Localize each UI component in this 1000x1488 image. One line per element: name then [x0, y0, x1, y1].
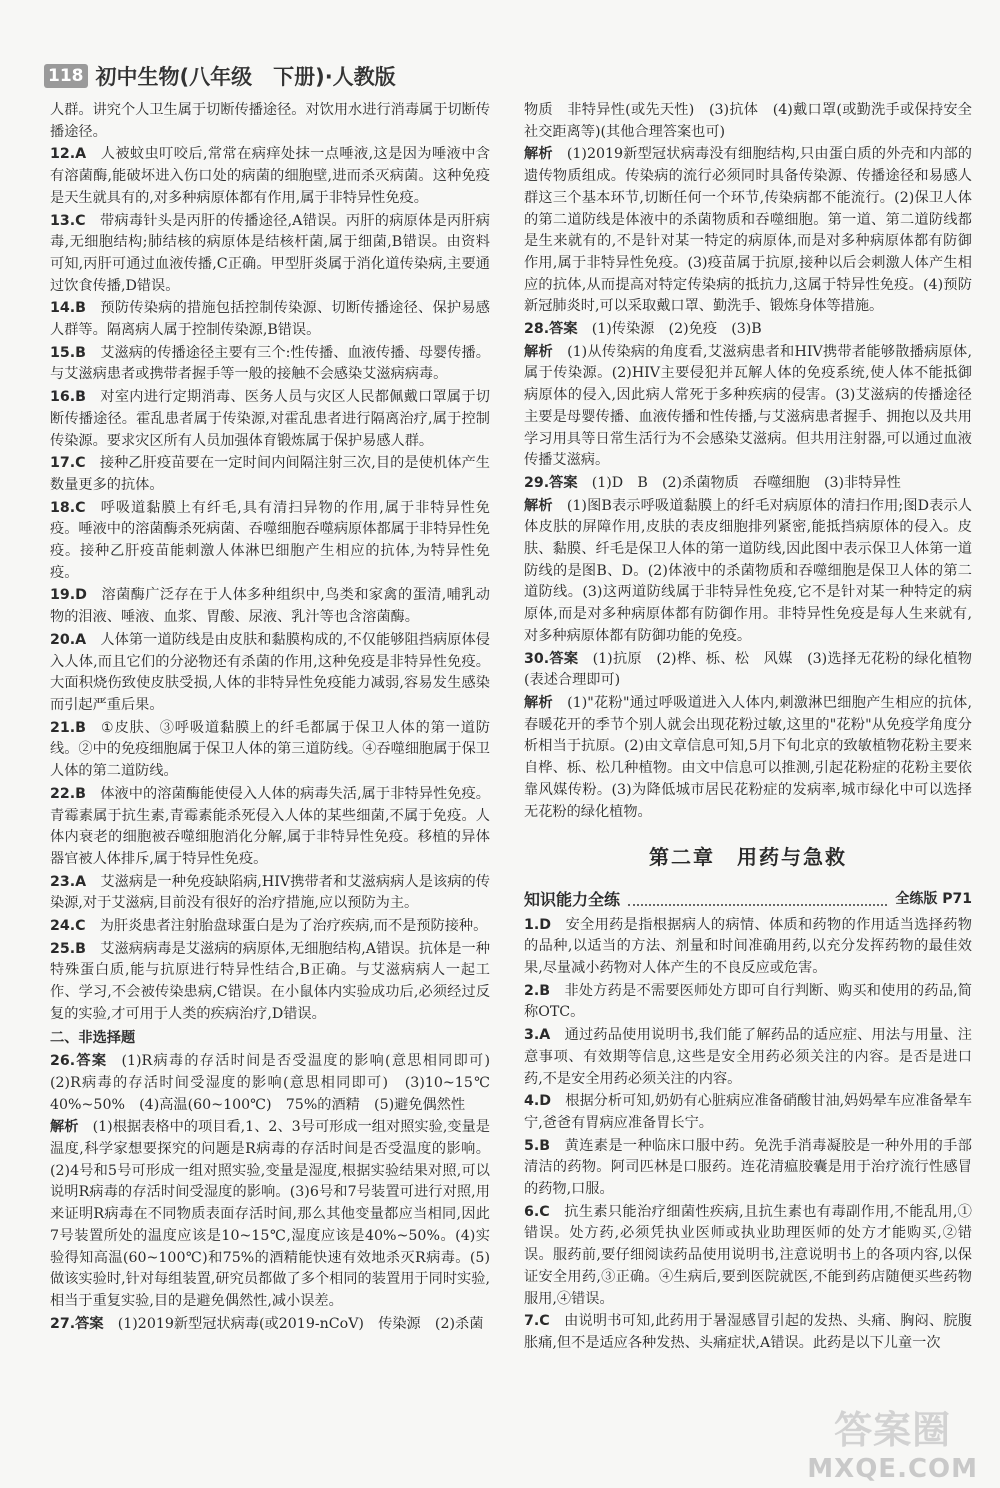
answer-label: 28.答案: [524, 321, 578, 338]
answer-item: [524, 915, 972, 980]
answer-label: 解析: [524, 694, 553, 711]
answer-item: [50, 585, 490, 628]
practice-heading: [524, 889, 972, 911]
answer-label: 19.D: [50, 587, 87, 604]
answer-text: 非处方药是不需要医师处方即可自行判断、购买和使用的药品,简称OTC。: [524, 982, 972, 1021]
answer-item: [50, 630, 490, 717]
answer-item: [50, 784, 490, 871]
answer-label: 7.C: [524, 1313, 550, 1330]
answer-item: [50, 144, 490, 209]
answer-text: 艾滋病的传播途径主要有三个:性传播、血液传播、母婴传播。与艾滋病患者或携带者握手等一般的接触不会感染艾滋病病毒。: [50, 344, 490, 383]
answer-item: [50, 939, 490, 1026]
answer-text: 预防传染病的措施包括控制传染源、切断传播途径、保护易感人群等。隔离病人属于控制传染源,B错误。: [50, 300, 490, 339]
answer-label: 20.A: [50, 631, 87, 648]
watermark-logo: [807, 1399, 978, 1484]
answer-item: [524, 1311, 972, 1354]
answer-text: ①皮肤、③呼吸道黏膜上的纤毛都属于保卫人体的第一道防线。②中的免疫细胞属于保卫人体的第三道防线。④吞噬细胞属于保卫人体的第二道防线。: [50, 719, 490, 780]
answer-item: [50, 1117, 490, 1312]
left-column: [50, 100, 505, 1336]
answer-item: [524, 1025, 972, 1090]
answer-item: [50, 1051, 505, 1116]
answer-item: [524, 144, 972, 318]
answer-text: 溶菌酶广泛存在于人体多种组织中,鸟类和家禽的蛋清,哺乳动物的泪液、唾液、血浆、胃酸、尿液、乳汁等也含溶菌酶。: [50, 587, 490, 626]
practice-ref: 全练版 P71: [895, 890, 972, 907]
answer-text: (1)传染源 (2)免疫 (3)B: [591, 321, 762, 338]
answer-label: 1.D: [524, 916, 552, 933]
answer-text: 体液中的溶菌酶能使侵入人体的病毒失活,属于非特异性免疫。青霉素属于抗生素,青霉素能杀死侵入人体的某些细菌,不属于免疫。人体内衰老的细胞被吞噬细胞消化分解,属于非特异性免疫。移植的异体器官被人体排斥,属于特异性免疫。: [50, 785, 490, 867]
right-column: [524, 100, 972, 1356]
answer-label: 解析: [524, 343, 553, 360]
watermark-line1: 答案圈: [834, 1408, 952, 1452]
answer-text: 接种乙肝疫苗要在一定时间内间隔注射三次,目的是使机体产生数量更多的抗体。: [50, 455, 490, 493]
answer-text: 带病毒针头是丙肝的传播途径,A错误。丙肝的病原体是丙肝病毒,无细胞结构;肺结核的病原体是结核杆菌,属于细菌,B错误。由资料可知,丙肝可通过血液传播,C正确。甲型肝炎属于消化道传染病,主要通过饮食传播,D错误。: [50, 212, 490, 294]
answer-text: 艾滋病是一种免疫缺陷病,HIV携带者和艾滋病病人是该病的传染源,对于艾滋病,目前没有很好的治疗措施,应以预防为主。: [50, 873, 490, 912]
answer-label: 5.B: [524, 1137, 551, 1154]
page-header: [44, 60, 396, 92]
answer-item: [50, 343, 490, 386]
answer-item: [524, 1091, 972, 1134]
answer-text: 呼吸道黏膜上有纤毛,具有清扫异物的作用,属于非特异性免疫。唾液中的溶菌酶杀死病菌、吞噬细胞吞噬病原体都属于非特异性免疫。接种乙肝疫苗能刺激人体淋巴细胞产生相应的抗体,为特异性免疫。: [50, 499, 490, 581]
answer-label: 12.A: [50, 146, 87, 163]
answer-text: 通过药品使用说明书,我们能了解药品的适应症、用法与用量、注意事项、有效期等信息,这些是安全用药必须关注的内容。是否是进口药,不是安全用药必须关注的内容。: [524, 1027, 972, 1087]
book-title: 初中生物(八年级 下册)·人教版: [95, 65, 396, 89]
answer-text: 为肝炎患者注射胎盘球蛋白是为了治疗疾病,而不是预防接种。: [99, 918, 488, 935]
answer-label: 14.B: [50, 300, 86, 317]
answer-label: 17.C: [50, 455, 86, 472]
answer-text: 对室内进行定期消毒、医务人员与灾区人民都佩戴口罩属于切断传播途径。霍乱患者属于传染源,对霍乱患者进行隔离治疗,属于控制传染源。要求灾区所有人员加强体育锻炼属于保护易感人群。: [50, 389, 490, 449]
answer-item: [524, 649, 972, 692]
answer-text: (1)2019新型冠状病毒没有细胞结构,只由蛋白质的外壳和内部的遗传物质组成。传染病的流行必须同时具备传染源、传播途径和易感人群这三个基本环节,切断任何一个环节,传染病都不能流行。(2)保卫人体的第二道防线是体液中的杀菌物质和吞噬细胞。第一道、第二道防线都是生来就有的,不是针对某一特定的病原体,而是对多种病原体都有防御作用,属于非特异性免疫。(3)疫苗属于抗原,接种以后会刺激人体产生相应的抗体,从而提高对特定传染病的抵抗力,这属于特异性免疫。(4)预防新冠肺炎时,可以采取戴口罩、勤洗手、锻炼身体等措施。: [524, 146, 972, 315]
watermark-line2: MXQE.COM: [807, 1454, 978, 1484]
answer-text: 由说明书可知,此药用于暑湿感冒引起的发热、头痛、胸闷、脘腹胀痛,但不是适应各种发热、头痛症状,A错误。此药是以下儿童一次: [524, 1313, 972, 1351]
answer-item: [50, 872, 490, 915]
leader-dots: [628, 894, 887, 906]
answer-text: 安全用药是指根据病人的病情、体质和药物的作用适当选择药物的品种,以适当的方法、剂量和时间准确用药,以充分发挥药物的最佳效果,尽量减小药物对人体产生的不良反应或危害。: [524, 916, 972, 977]
answer-text: 物质 非特异性(或先天性) (3)抗体 (4)戴口罩(或勤洗手或保持安全社交距离等)(其他合理答案也可): [524, 102, 972, 140]
answer-item: [50, 1314, 490, 1336]
answer-text: (1)抗原 (2)桦、栎、松 风媒 (3)选择无花粉的绿化植物(表述合理即可): [524, 650, 972, 689]
answer-label: 30.答案: [524, 650, 579, 667]
answer-item: [50, 916, 490, 938]
answer-label: 29.答案: [524, 474, 578, 491]
chapter-title: 第二章 用药与急救: [649, 845, 847, 870]
answer-text: 人被蚊虫叮咬后,常常在病痒处抹一点唾液,这是因为唾液中含有溶菌酶,能破坏进入伤口处的病菌的细胞壁,进而杀灭病菌。这种免疫是天生就具有的,对多种病原体都有作用,属于非特异性免疫。: [50, 146, 490, 206]
answer-label: 4.D: [524, 1093, 552, 1110]
answer-label: 解析: [524, 497, 553, 514]
page-number: 118: [44, 64, 88, 88]
answer-item: [524, 1136, 972, 1201]
answer-label: 15.B: [50, 344, 86, 361]
answer-item: [524, 342, 972, 472]
answer-text: 抗生素只能治疗细菌性疾病,且抗生素也有毒副作用,不能乱用,①错误。处方药,必须凭执业医师或执业助理医师的处方才能购买,②错误。服药前,要仔细阅读药品使用说明书,注意说明书上的各项内容,以保证安全用药,③正确。④生病后,要到医院就医,不能到药店随便买些药物服用,④错误。: [524, 1203, 972, 1307]
answer-label: 13.C: [50, 212, 86, 229]
answer-text: (1)2019新型冠状病毒(或2019-nCoV) 传染源 (2)杀菌: [117, 1315, 484, 1332]
answer-label: 27.答案: [50, 1315, 104, 1332]
answer-label: 2.B: [524, 982, 551, 999]
answer-item: [50, 387, 490, 452]
answer-text: (1)R病毒的存活时间是否受温度的影响(意思相同即可) (2)R病毒的存活时间受湿度的影响(意思相同即可) (3)10~15℃ 40%~50% (4)高温(60~100℃) 75%的酒精 (5)避免偶然性: [50, 1053, 505, 1113]
answer-item: [524, 100, 972, 143]
answer-item: [524, 981, 972, 1024]
answer-label: 23.A: [50, 873, 87, 890]
answer-text: 人体第一道防线是由皮肤和黏膜构成的,不仅能够阻挡病原体侵入人体,而且它们的分泌物还有杀菌的作用,这种免疫是非特异性免疫。大面积烧伤致使皮肤受损,人体的非特异性免疫能力减弱,容易发生感染而引起严重后果。: [50, 631, 490, 713]
answer-label: 25.B: [50, 940, 86, 957]
answer-label: 解析: [50, 1119, 79, 1136]
answer-item: [50, 718, 490, 783]
answer-item: [524, 473, 972, 495]
answer-item: [50, 498, 490, 585]
answer-text: (1)"花粉"通过呼吸道进入人体内,刺激淋巴细胞产生相应的抗体,春暖花开的季节个别人就会出现花粉过敏,这里的"花粉"从免疫学角度分析相当于抗原。(2)由文章信息可知,5月下旬北京的致敏植物花粉主要来自桦、栎、松几种植物。由文中信息可以推测,引起花粉症的花粉主要依靠风媒传粉。(3)为降低城市居民花粉症的发病率,城市绿化中可以选择无花粉的绿化植物。: [524, 694, 972, 820]
answer-text: 人群。讲究个人卫生属于切断传播途径。对饮用水进行消毒属于切断传播途径。: [50, 102, 490, 140]
answer-item: [50, 298, 490, 341]
answer-label: 18.C: [50, 499, 86, 516]
section-heading: 二、非选择题: [50, 1029, 136, 1046]
answer-item: [524, 693, 972, 823]
answer-label: 26.答案: [50, 1053, 108, 1070]
answer-text: 黄连素是一种临床口服中药。免洗手消毒凝胶是一种外用的手部清洁的药物。阿司匹林是口服药。连花清瘟胶囊是用于治疗流行性感冒的药物,口服。: [524, 1137, 972, 1198]
answer-text: 根据分析可知,奶奶有心脏病应准备硝酸甘油,妈妈晕车应准备晕车宁,爸爸有胃病应准备胃长宁。: [524, 1093, 972, 1131]
answer-text: (1)图B表示呼吸道黏膜上的纤毛对病原体的清扫作用;图D表示人体皮肤的屏障作用,皮肤的表皮细胞排列紧密,能抵挡病原体的侵入。皮肤、黏膜、纤毛是保卫人体的第一道防线,因此图中表示保卫人体第一道防线的是图B、D。(2)体液中的杀菌物质和吞噬细胞是保卫人体的第二道防线。(3)这两道防线属于非特异性免疫,它不是针对某一种特定的病原体,而是对多种病原体都有防御作用。非特异性免疫是每人生来就有,对多种病原体都有防御功能的免疫。: [524, 497, 972, 644]
answer-label: 21.B: [50, 719, 86, 736]
answer-item: [524, 319, 972, 341]
answer-item: [50, 100, 490, 143]
answer-item: [50, 211, 490, 298]
practice-label: 知识能力全练: [524, 889, 621, 909]
answer-text: (1)根据表格中的项目看,1、2、3号可形成一组对照实验,变量是温度,科学家想要探究的问题是R病毒的存活时间是否受温度的影响。(2)4号和5号可形成一组对照实验,变量是湿度,根据实验结果对照,可以说明R病毒的存活时间受湿度的影响。(3)6号和7号装置可进行对照,用来证明R病毒在不同物质表面存活时间,那么其他变量都应当相同,因此7号装置所处的温度应该是10~15℃,湿度应该是40%~50%。(4)实验得知高温(60~100℃)和75%的酒精能快速有效地杀灭R病毒。(5)做该实验时,针对每组装置,研究员都做了多个相同的装置用于同时实验,相当于重复实验,目的是避免偶然性,减小误差。: [50, 1119, 490, 1309]
answer-item: [524, 496, 972, 648]
answer-label: 24.C: [50, 918, 86, 935]
answer-label: 22.B: [50, 785, 86, 802]
answer-label: 16.B: [50, 389, 86, 406]
answer-label: 3.A: [524, 1027, 551, 1044]
answer-text: (1)D B (2)杀菌物质 吞噬细胞 (3)非特异性: [591, 474, 901, 491]
answer-item: [50, 453, 490, 496]
answer-text: (1)从传染病的角度看,艾滋病患者和HIV携带者能够散播病原体,属于传染源。(2)HIV主要侵犯并瓦解人体的免疫系统,使人体不能抵御病原体的侵入,因此病人常死于多种疾病的侵害。(3)艾滋病的传播途径主要是母婴传播、血液传播和性传播,与艾滋病患者握手、拥抱以及共用学习用具等日常生活行为不会感染艾滋病。但共用注射器,可以通过血液传播艾滋病。: [524, 343, 972, 469]
answer-label: 解析: [524, 146, 553, 163]
answer-label: 6.C: [524, 1203, 550, 1220]
answer-text: 艾滋病病毒是艾滋病的病原体,无细胞结构,A错误。抗体是一种特殊蛋白质,能与抗原进行特异性结合,B正确。与艾滋病病人一起工作、学习,不会被传染患病,C错误。在小鼠体内实验成功后,必须经过反复的实验,才可用于人类的疾病治疗,D错误。: [50, 940, 490, 1022]
answer-item: [524, 1202, 972, 1311]
